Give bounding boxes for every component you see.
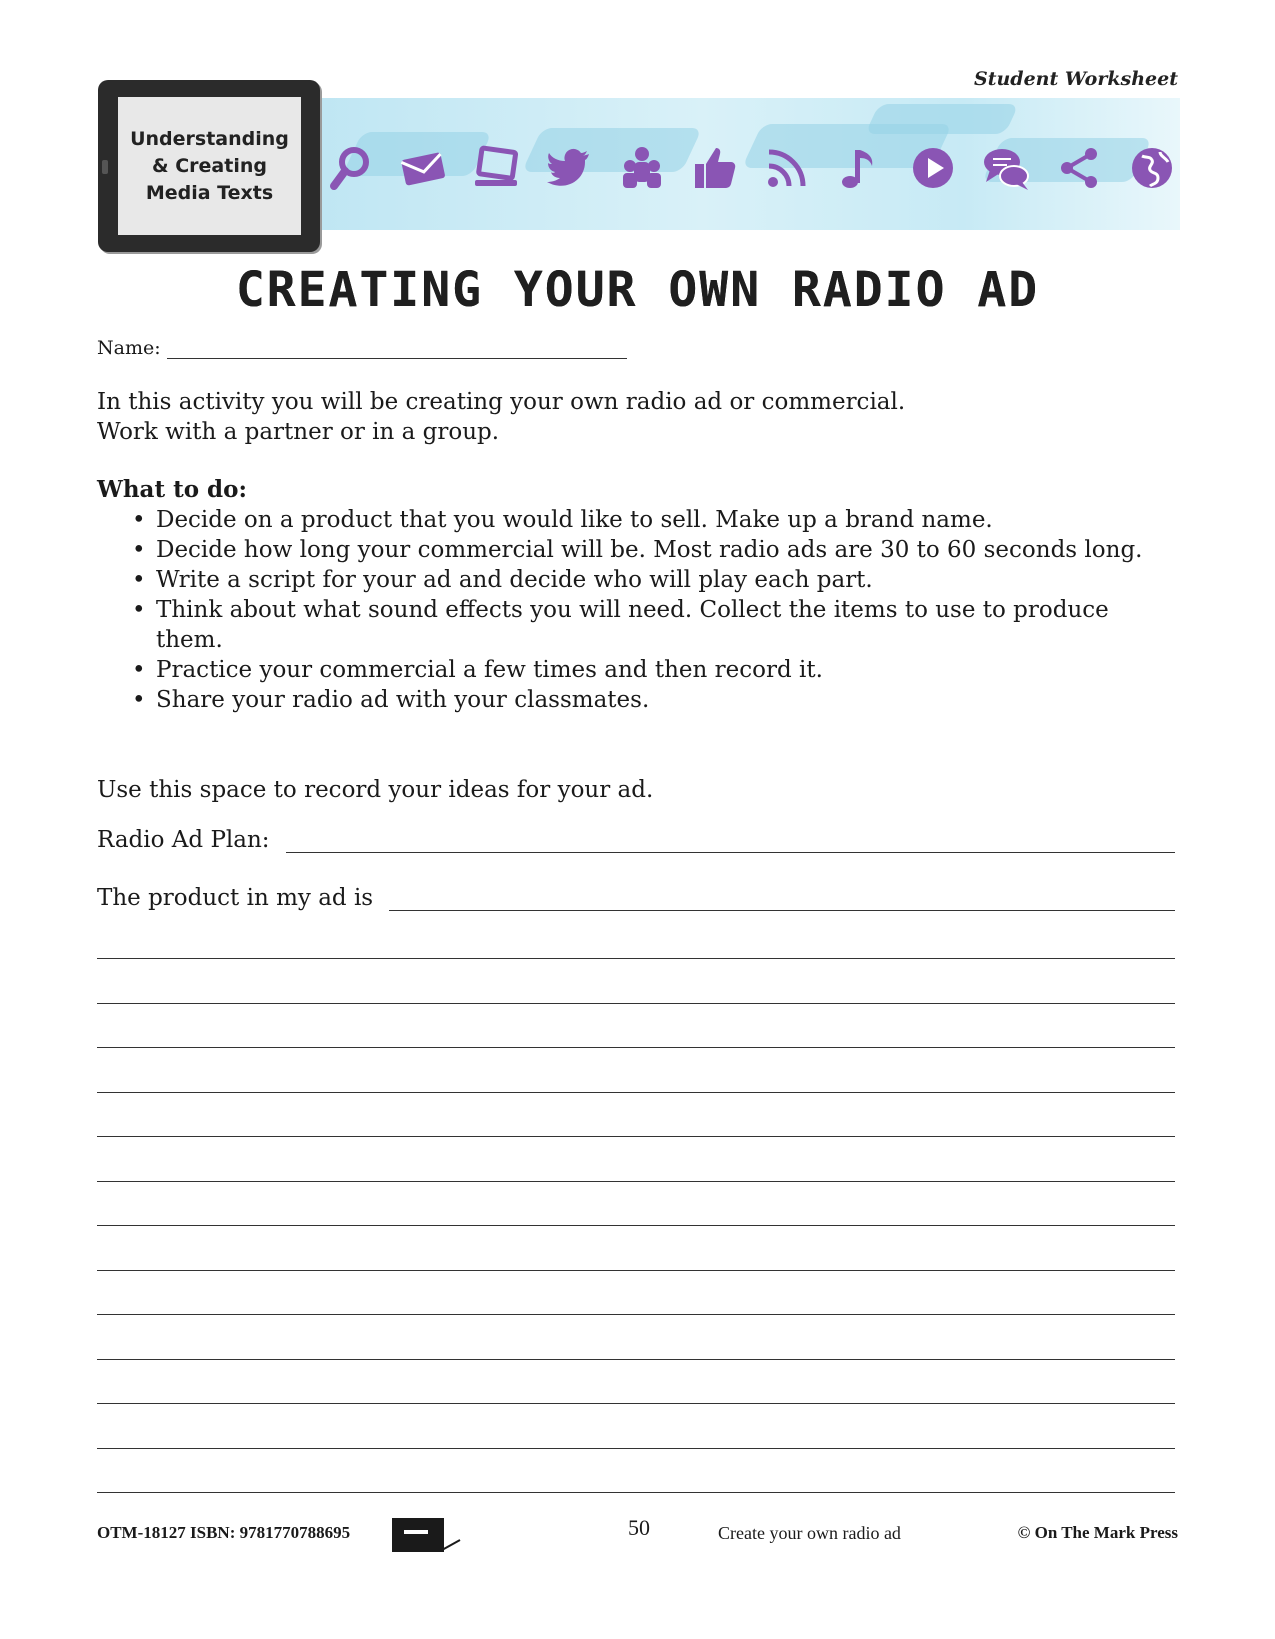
rss-icon (763, 144, 811, 192)
list-item: • Decide on a product that you would like to sell. Make up a brand name. (132, 505, 1182, 535)
writing-line[interactable] (97, 1270, 1175, 1271)
product-row (97, 885, 1175, 911)
footer-topic: Create your own radio ad (718, 1523, 901, 1543)
search-icon (326, 144, 374, 192)
thumbs-up-icon (691, 144, 739, 192)
list-item: • Think about what sound effects you will need. Collect the items to use to produce them. (132, 595, 1182, 655)
series-title-line-1: Understanding (130, 127, 289, 150)
tablet-button (102, 160, 108, 174)
steps-list (132, 505, 1182, 715)
writing-line[interactable] (97, 958, 1175, 959)
writing-line[interactable] (97, 1314, 1175, 1315)
footer-copyright: © On The Mark Press (1017, 1523, 1178, 1542)
use-space-instruction: Use this space to record your ideas for your ad. (97, 777, 654, 803)
series-tablet-logo (98, 80, 320, 252)
writing-line[interactable] (97, 1448, 1175, 1449)
product-label: The product in my ad is (97, 885, 374, 911)
writing-line[interactable] (97, 1359, 1175, 1360)
worksheet-label: Student Worksheet (974, 68, 1178, 90)
media-icons-row (326, 138, 1176, 198)
product-field[interactable] (389, 886, 1175, 911)
group-icon (618, 144, 666, 192)
writing-line[interactable] (97, 1003, 1175, 1004)
intro-line-2: Work with a partner or in a group. (97, 419, 500, 445)
list-item: • Decide how long your commercial will be. Most radio ads are 30 to 60 seconds long. (132, 535, 1182, 565)
footer-book-code: OTM-18127 ISBN: 9781770788695 (97, 1523, 351, 1542)
globe-icon (1128, 144, 1176, 192)
radio-ad-plan-label: Radio Ad Plan: (97, 827, 270, 853)
radio-ad-plan-field[interactable] (286, 828, 1175, 853)
intro-text (97, 387, 1177, 447)
radio-ad-plan-row (97, 827, 1175, 853)
list-item: • Write a script for your ad and decide who will play each part. (132, 565, 1182, 595)
twitter-bird-icon (545, 144, 593, 192)
play-icon (909, 144, 957, 192)
share-icon (1055, 144, 1103, 192)
name-field[interactable] (167, 338, 627, 359)
writing-line[interactable] (97, 1181, 1175, 1182)
list-item: • Practice your commercial a few times and then record it. (132, 655, 1182, 685)
page-number: 50 (628, 1515, 650, 1540)
mail-icon (399, 144, 447, 192)
what-to-do-heading: What to do: (97, 476, 247, 503)
laptop-icon (472, 144, 520, 192)
list-item: • Share your radio ad with your classmates. (132, 685, 1182, 715)
writing-line[interactable] (97, 1403, 1175, 1404)
page-title: CREATING YOUR OWN RADIO AD (235, 262, 1040, 318)
series-title-line-2: & Creating (152, 154, 267, 177)
music-note-icon (836, 144, 884, 192)
series-title-line-3: Media Texts (145, 181, 274, 204)
chat-bubbles-icon (982, 144, 1030, 192)
writing-line[interactable] (97, 1047, 1175, 1048)
series-title (118, 97, 301, 235)
writing-line[interactable] (97, 1225, 1175, 1226)
name-label: Name: (97, 337, 161, 359)
name-row (97, 337, 627, 359)
slate-icon (390, 1516, 462, 1554)
intro-line-1: In this activity you will be creating your own radio ad or commercial. (97, 389, 906, 415)
writing-line[interactable] (97, 1092, 1175, 1093)
writing-line[interactable] (97, 1136, 1175, 1137)
writing-line[interactable] (97, 1492, 1175, 1493)
